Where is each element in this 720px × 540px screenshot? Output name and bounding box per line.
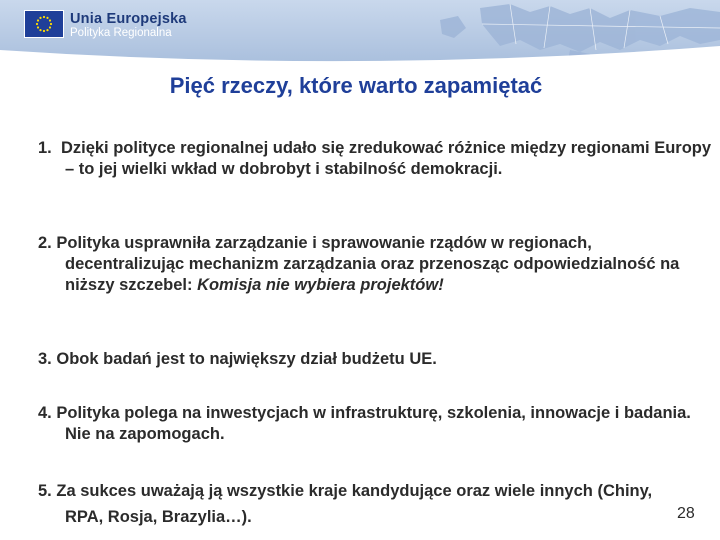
- item-text: Polityka usprawniła zarządzanie i sprawowanie rządów w regionach, decentralizując mechanizm zarządzania oraz przenosząc odpowiedzialność na niższy szczebel:: [56, 234, 680, 294]
- header-curve-graphic: [0, 40, 720, 64]
- item-text: Polityka polega na inwestycjach w infrastrukturę, szkolenia, innowacje i badania. Nie na zapomogach.: [56, 404, 691, 443]
- list-item-5: [38, 478, 685, 530]
- item-number: 4.: [38, 404, 52, 422]
- list-item-2: [38, 233, 715, 296]
- eu-flag-icon: [24, 10, 64, 38]
- item-text: Za sukces uważają ją wszystkie kraje kandydujące oraz wiele innych (Chiny, RPA, Rosja, Brazylia…).: [56, 482, 653, 526]
- slide-title: Pięć rzeczy, które warto zapamiętać: [169, 73, 543, 98]
- list-item-4: [38, 403, 715, 445]
- brand-title: Unia Europejska: [70, 11, 187, 27]
- list-item-3: [38, 349, 715, 370]
- item-text: Obok badań jest to największy dział budżetu UE.: [56, 350, 437, 368]
- eu-stars-icon: [25, 11, 63, 37]
- item-text: Dzięki polityce regionalnej udało się zredukować różnice między regionami Europy – to jej wielki wkład w dobrobyt i stabilność demokracji.: [60, 139, 712, 178]
- item-number: 3.: [38, 350, 52, 368]
- header-banner: [0, 0, 720, 64]
- brand-subtitle: Polityka Regionalna: [70, 27, 172, 39]
- page-number: 28: [677, 505, 695, 522]
- item-number: 2.: [38, 234, 52, 252]
- item-emphasis: Komisja nie wybiera projektów!: [197, 276, 444, 294]
- item-number: 5.: [38, 482, 52, 500]
- item-number: 1.: [38, 139, 52, 157]
- list-item-1: [38, 138, 715, 180]
